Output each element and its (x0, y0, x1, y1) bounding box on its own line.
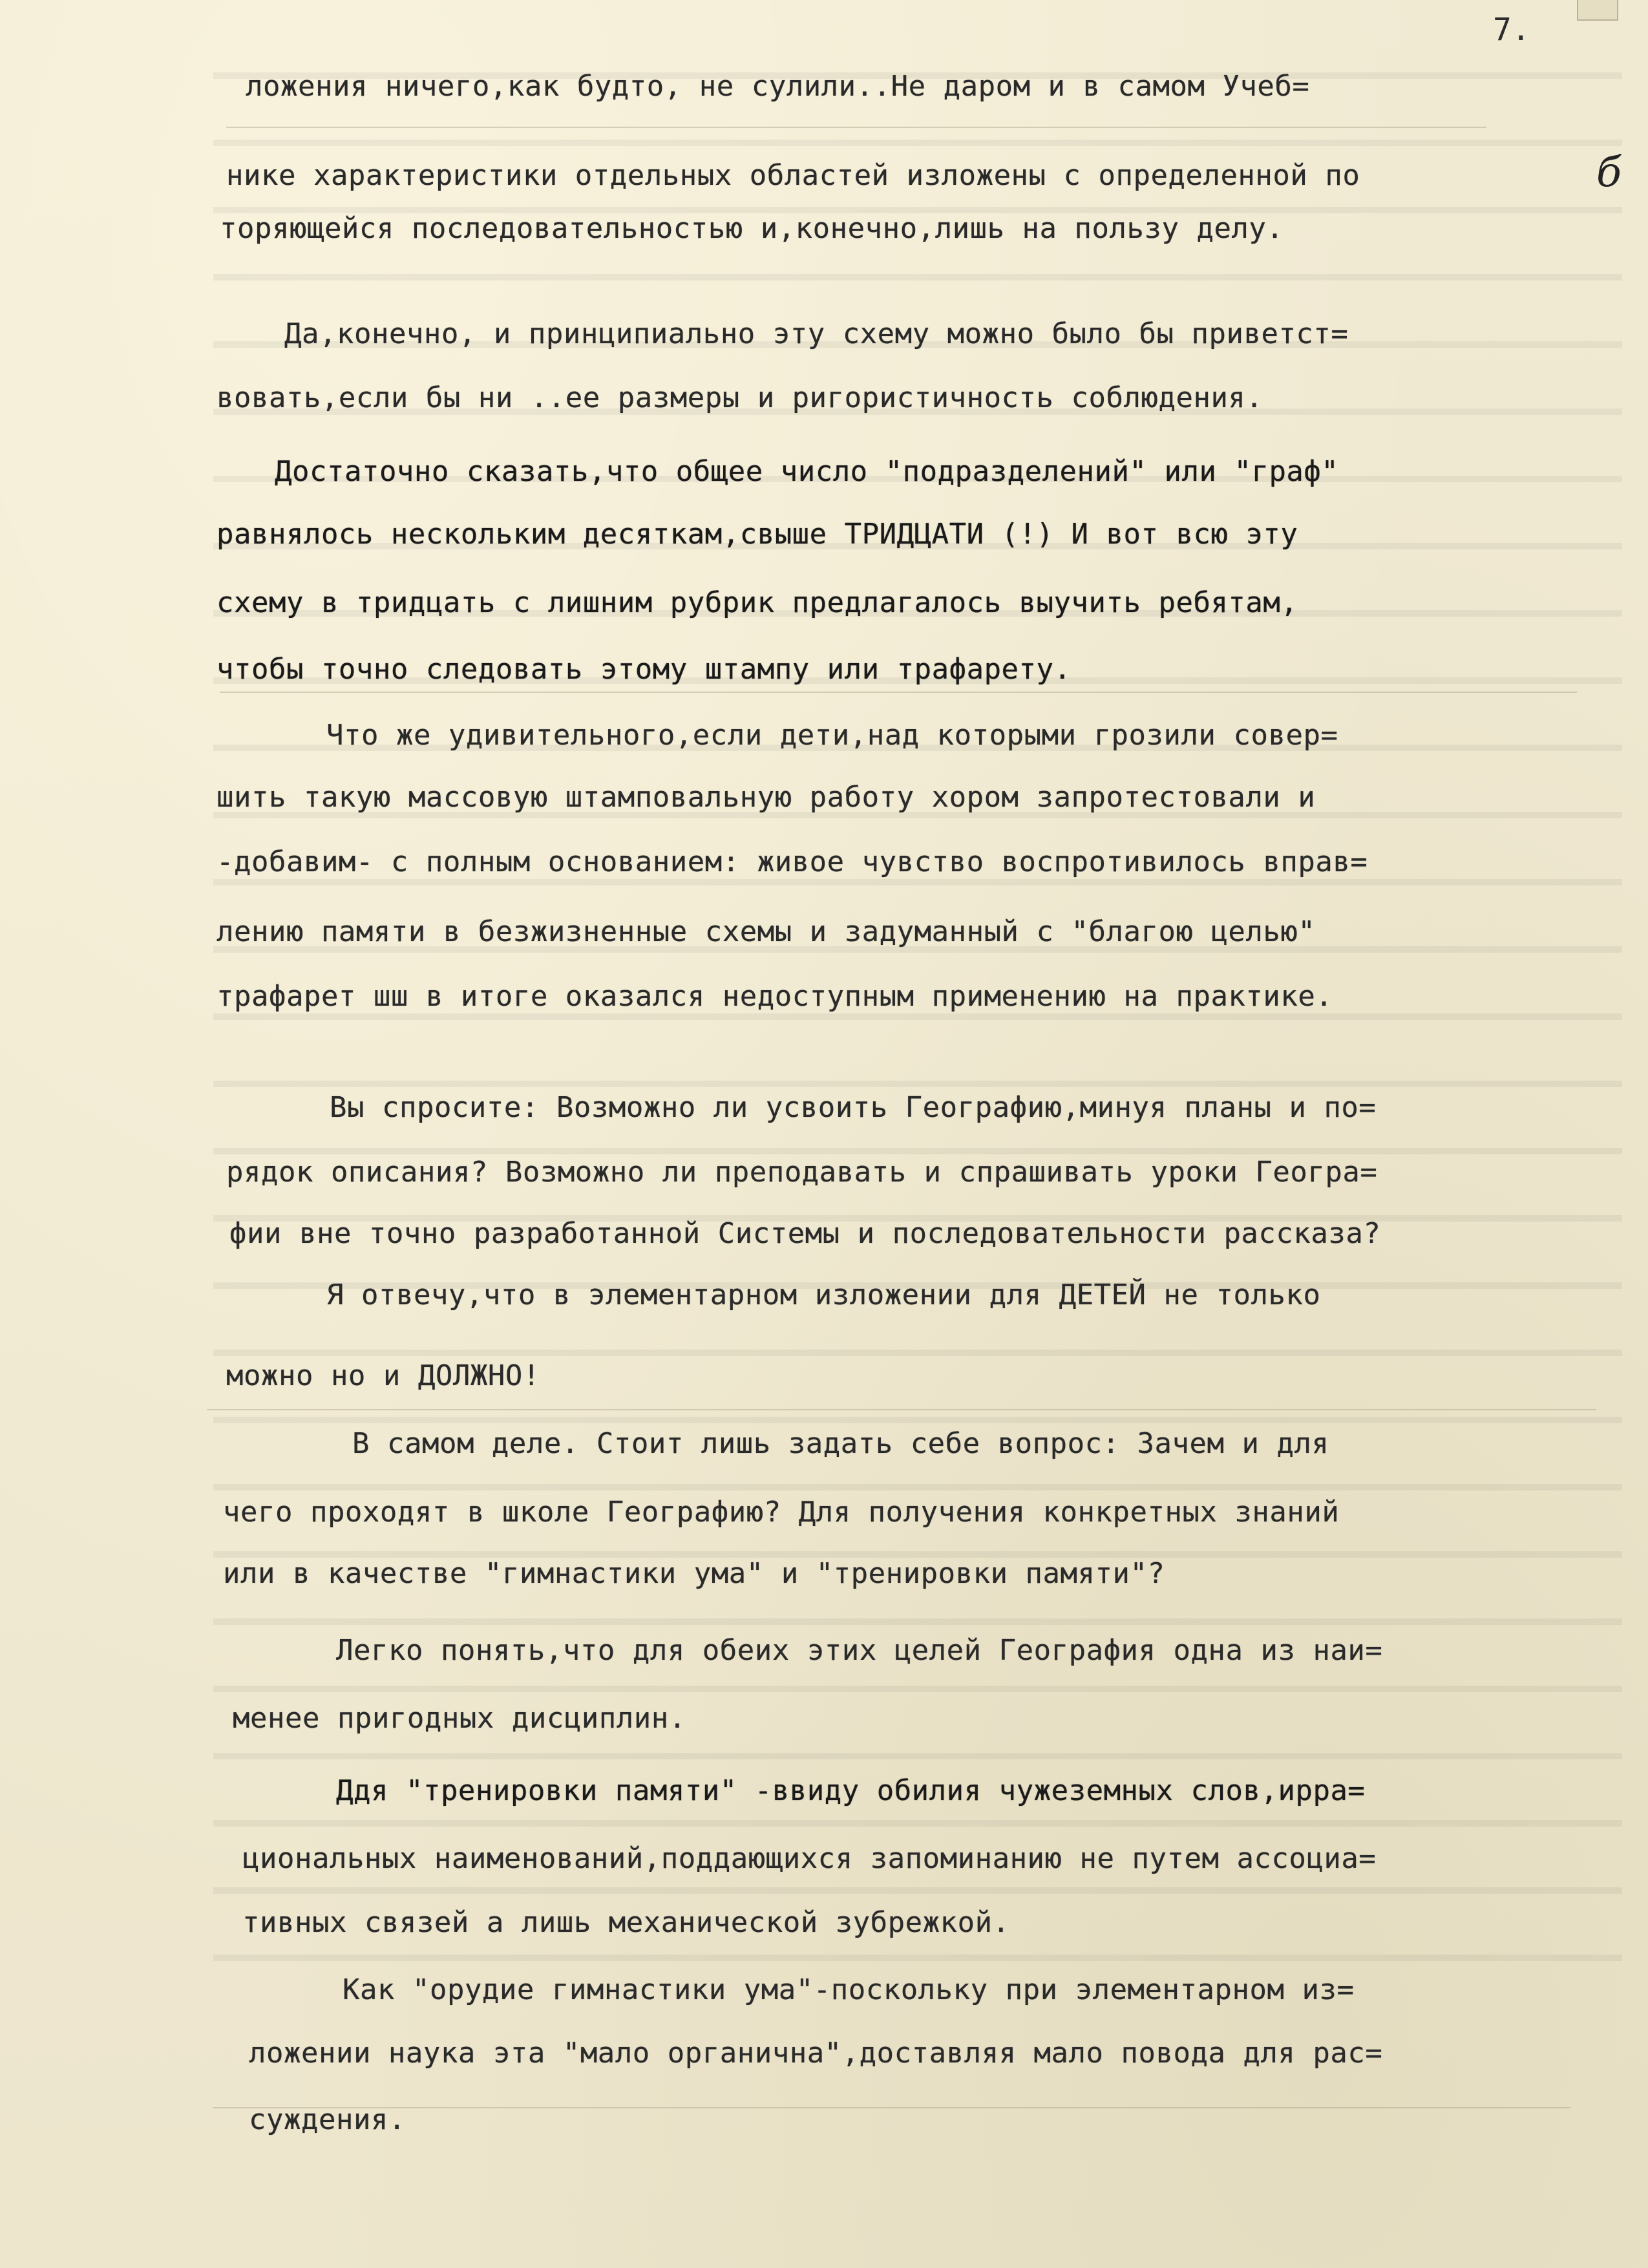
page-number: 7. (1493, 12, 1530, 48)
text-line: шить такую массовую штамповальную работу хором запротестовали и (217, 781, 1316, 814)
handwritten-margin-mark: б (1596, 149, 1622, 196)
text-line: ложения ничего,как будто, не сулили..Не даром и в самом Учеб= (246, 70, 1310, 103)
text-line: Достаточно сказать,что общее число "подразделений" или "граф" (275, 455, 1339, 488)
text-line: Вы спросите: Возможно ли усвоить Географию,минуя планы и по= (330, 1091, 1377, 1124)
text-line: нике характеристики отдельных областей изложены с определенной по (226, 159, 1360, 192)
text-line: фии вне точно разработанной Системы и последовательности рассказа? (229, 1217, 1381, 1250)
text-line: Как "орудие гимнастики ума"-поскольку при элементарном из= (343, 1973, 1355, 2006)
text-line: равнялось нескольким десяткам,свыше ТРИДЦАТИ (!) И вот всю эту (217, 518, 1298, 551)
text-line: торяющейся последовательностью и,конечно,лишь на пользу делу. (220, 212, 1284, 245)
text-line: можно но и ДОЛЖНО! (226, 1359, 540, 1392)
text-line: трафарет шш в итоге оказался недоступным применению на практике. (217, 980, 1333, 1013)
text-line: Ддя "тренировки памяти" -ввиду обилия чужеземных слов,ирра= (336, 1774, 1366, 1807)
text-line: Да,конечно, и принципиально эту схему можно было бы приветст= (284, 317, 1349, 350)
text-line: чего проходят в школе Географию? Для получения конкретных знаний (223, 1496, 1340, 1529)
text-line: лению памяти в безжизненные схемы и задуманный с "благою целью" (217, 915, 1316, 948)
text-line: тивных связей а лишь механической зубрежкой. (242, 1906, 1010, 1939)
text-line: Легко понять,что для обеих этих целей География одна из наи= (336, 1634, 1383, 1667)
text-line: В самом деле. Стоит лишь задать себе вопрос: Зачем и для (352, 1427, 1329, 1460)
text-line: Что же удивительного,если дети,над которыми грозили совер= (326, 719, 1338, 752)
text-line: схему в тридцать с лишним рубрик предлагалось выучить ребятам, (217, 586, 1298, 619)
text-line: рядок описания? Возможно ли преподавать и спрашивать уроки Геогра= (226, 1156, 1378, 1189)
text-line: менее пригодных дисциплин. (233, 1702, 686, 1735)
text-line: суждения. (249, 2103, 406, 2136)
text-line: Я отвечу,что в элементарном изложении для ДЕТЕЙ не только (326, 1278, 1321, 1311)
text-line: циональных наименований,поддающихся запоминанию не путем ассоциа= (242, 1842, 1377, 1875)
text-line: -добавим- с полным основанием: живое чувство воспротивилось вправ= (217, 845, 1368, 878)
text-line: ложении наука эта "мало органична",доставляя мало повода для рас= (249, 2037, 1383, 2070)
text-line: чтобы точно следовать этому штампу или трафарету. (217, 653, 1072, 686)
text-line: вовать,если бы ни ..ее размеры и ригористичность соблюдения. (217, 381, 1263, 414)
text-line: или в качестве "гимнастики ума" и "тренировки памяти"? (223, 1557, 1165, 1590)
